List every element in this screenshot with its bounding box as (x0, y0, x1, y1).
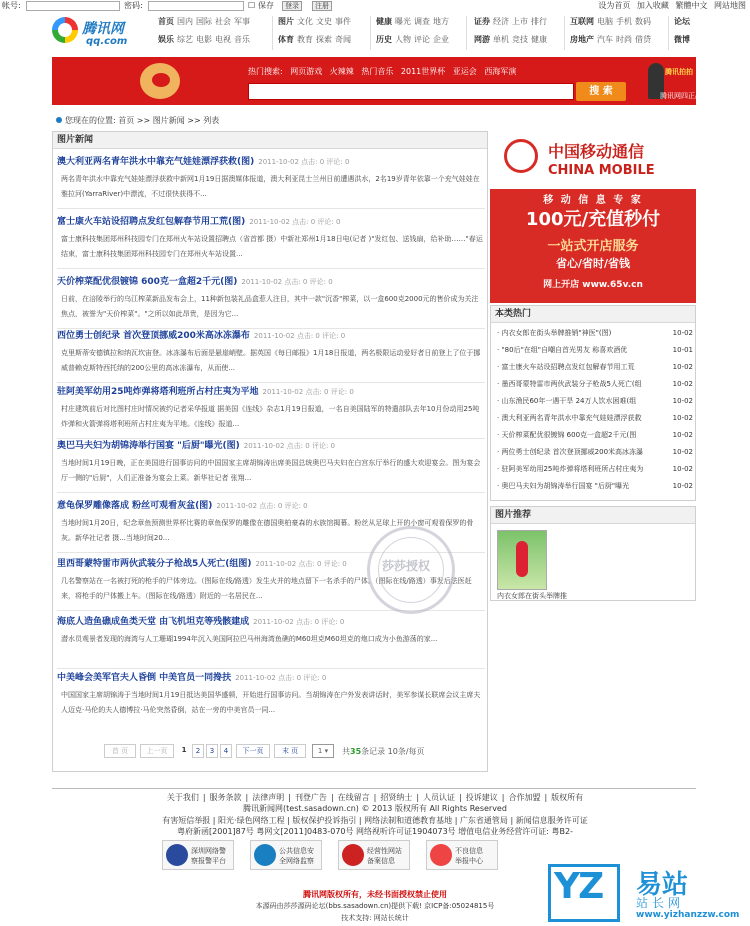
account-label: 帐号: (2, 1, 21, 10)
hot-in-category-panel (490, 305, 696, 501)
item-divider (57, 268, 485, 269)
hot-list-item[interactable]: · 内衣女郎在街头举牌推销"神医"(图) 10-02 (497, 326, 693, 341)
panel-heading: 图片推荐 (491, 507, 695, 524)
news-summary: 村庄建筑前后对比图村庄时情况被约记者采华报道 据美国《连线》杂志1月19日报道，一名自美国陆军的特遣部队去年10月份动用25吨炸弹和火箭弹将塔利班所占村庄夷为平地。《连线》报道... (61, 405, 480, 428)
nav-divider (466, 16, 467, 50)
photo-caption[interactable]: 内衣女郎在街头举牌推 (497, 592, 567, 600)
logo-text: 腾讯网 (82, 21, 124, 37)
nav-link[interactable]: 汽车 (597, 35, 613, 44)
register-button[interactable]: 注册 (312, 1, 332, 11)
news-title-link[interactable]: 里西哥蒙特雷市两伙武装分子枪战5人死亡(组图) 2011-10-02 点击: 0 评论: 0 (57, 559, 347, 569)
save-label: 保存 (258, 1, 274, 10)
news-summary: 潜水员观景者发现的海湾与人工珊瑚1994年沉入美国阿拉巴马州海湾鱼礁的M60坦克M60坦克的炮口成为小鱼游荡的家... (61, 635, 438, 643)
nav-link[interactable]: 教育 (297, 35, 313, 44)
business-record-badge[interactable]: 经营性网站 备案信息 (338, 840, 410, 870)
police-report-badge[interactable]: 深圳网络警 察报警平台 (162, 840, 234, 870)
hot-item-date: 10-02 (671, 445, 693, 460)
nav-link[interactable]: 数码 (635, 17, 651, 26)
bullet-icon (56, 117, 62, 123)
page-number[interactable]: 1 (181, 746, 187, 754)
hot-search-link[interactable]: 热门音乐 (361, 67, 394, 76)
page-number[interactable]: 2 (192, 744, 204, 758)
news-summary: 当地时间1月20日，纪念章鱼预测世界杯比赛的章鱼保罗的雕像在德国奥柏豪森的水族馆揭幕。粉丝从足球上开的小窗可观看保罗的骨灰。新华社记者 摄...当地时间20... (61, 519, 474, 542)
news-item (57, 614, 485, 647)
nav-link[interactable]: 电影 (196, 35, 212, 44)
logo-bubble-icon (52, 17, 78, 43)
ad-url: 网上开店 www.65v.cn (543, 280, 643, 290)
watermark-stamp: 莎莎授权 (367, 526, 455, 614)
footer-link[interactable]: 人员认证 (423, 793, 456, 802)
next-page-button[interactable]: 下一页 (236, 744, 270, 758)
nav-link[interactable]: 电脑 (597, 17, 613, 26)
news-meta: 2011-10-02 点击: 0 评论: 0 (262, 388, 354, 396)
security-badge[interactable]: 公共信息安 全网络监察 (250, 840, 322, 870)
sitemap-link[interactable]: 网站地图 (714, 1, 746, 10)
nav-divider (564, 16, 565, 50)
hot-item-date: 10-02 (671, 360, 693, 375)
page-number[interactable]: 4 (220, 744, 232, 758)
ad-subhead: 一站式开店服务 (547, 239, 639, 254)
nav-group-community (674, 16, 690, 46)
top-login-bar (0, 0, 750, 12)
news-meta: 2011-10-02 点击: 0 评论: 0 (253, 618, 345, 626)
nav-divider (370, 16, 371, 50)
news-title-link[interactable]: 驻阿美军幼用25吨炸弹将塔利班所占村庄夷为平地 2011-10-02 点击: 0 评论: 0 (57, 387, 354, 397)
breadcrumb (56, 115, 219, 126)
nav-divider (272, 16, 273, 50)
nav-link[interactable]: 论坛 (674, 17, 690, 26)
hot-searches-label: 热门搜索: (248, 67, 283, 76)
news-title-link[interactable]: 中美峰会美军官夫人昏倒 中美官员一同搀扶 2011-10-02 点击: 0 评论: 0 (57, 673, 327, 683)
search-banner (52, 57, 709, 105)
breadcrumb-separator: >> (136, 116, 151, 125)
news-summary: 富士康科技集团郑州科技园专门在郑州火车站设置招聘点（省首都 摄）中新社郑州1月18日电(记者 )"发红包、送钱扇，给补助……"春运结束，富士康科技集团郑州科技园专门在郑州火车站设置... (61, 235, 483, 258)
breadcrumb-separator: >> (187, 116, 201, 125)
footer-separator: | (544, 793, 548, 802)
breadcrumb-current: 列表 (203, 116, 220, 125)
news-title-link[interactable]: 海底人造鱼礁成鱼类天堂 由飞机坦克等残骸建成 2011-10-02 点击: 0 评论: 0 (57, 617, 345, 627)
ad-headline: 100元/充值秒付 (525, 209, 661, 230)
nav-link[interactable]: 国际 (196, 17, 212, 26)
nav-link[interactable]: 地方 (433, 17, 449, 26)
first-page-button[interactable]: 首 页 (104, 744, 136, 758)
news-meta: 2011-10-02 点击: 0 评论: 0 (235, 674, 327, 682)
footer-separator: | (459, 793, 462, 802)
nav-link[interactable]: 文化 (297, 17, 313, 26)
news-meta: 2011-10-02 点击: 0 评论: 0 (258, 158, 350, 166)
hot-search-link[interactable]: 2011世界杯 (400, 67, 446, 76)
hot-item-date: 10-02 (671, 428, 693, 443)
item-divider (57, 382, 485, 383)
hot-search-link[interactable]: 西海军演 (484, 67, 517, 76)
nav-link[interactable]: 综艺 (177, 35, 193, 44)
panel-heading: 图片新闻 (53, 132, 487, 149)
item-divider (57, 208, 485, 209)
footer-copyright-line: 腾讯新闻网(test.sasadown.cn) © 2013 版权所有 All Rights Reserved (243, 804, 507, 813)
hot-item-date: 10-02 (671, 394, 693, 409)
hot-list-item[interactable]: · 澳大利亚两名青年洪水中靠充气娃娃漂浮获救 10-02 (497, 411, 693, 426)
china-mobile-ad[interactable] (490, 131, 696, 303)
logo-domain: qq.com (86, 36, 128, 47)
nav-link[interactable]: 评论 (414, 35, 430, 44)
nav-link[interactable]: 调查 (414, 17, 430, 26)
news-item (57, 214, 485, 262)
page-number[interactable]: 3 (206, 744, 218, 758)
footer-separator: | (416, 793, 420, 802)
promo-text: 腾讯网四正品节 (660, 92, 709, 100)
footer-license-numbers: 粤府新函[2001]87号 粤网文[2011]0483-070号 网络视听许可证1904073号 增值电信业务经营许可证: 粤B2- (177, 827, 573, 836)
nav-link[interactable]: 网游 (474, 35, 490, 44)
nav-link[interactable]: 人物 (395, 35, 411, 44)
footer-link[interactable]: 刊登广告 (294, 793, 327, 802)
news-title-link[interactable]: 西位勇士创纪录 首次登顶挪威200米高冰冻瀑布 2011-10-02 点击: 0 评论: 0 (57, 331, 346, 341)
hot-list-item[interactable]: · "80后"在组"自嘲自首光男友 称喜欢酒优 10-01 (497, 343, 693, 358)
news-summary: 日前，在涪陵举行的乌江榨菜新品发布会上，11种新包装礼品盒惹人注目，其中一款"沉香"榨菜，以一盒600克2000元的售价成为关注焦点，被誉为"天价榨菜"。"之所以如此昂贵，是因为它... (61, 295, 479, 318)
item-divider (57, 668, 485, 669)
nav-link[interactable]: 文史 (316, 17, 332, 26)
news-meta: 2011-10-02 点击: 0 评论: 0 (249, 218, 341, 226)
nav-link[interactable]: 竞技 (512, 35, 528, 44)
nav-link[interactable]: 互联网 (570, 17, 594, 26)
nav-link[interactable]: 娱乐 (158, 35, 174, 44)
nav-link[interactable]: 单机 (493, 35, 509, 44)
save-checkbox[interactable]: ☐ (248, 1, 256, 10)
nav-link[interactable]: 上市 (512, 17, 528, 26)
promo-logo: 腾讯拍拍 (665, 68, 693, 76)
nav-link[interactable]: 事件 (335, 17, 351, 26)
news-title-link[interactable]: 奥巴马夫妇为胡锦涛举行国宴 "后厨"曝光(图) 2011-10-02 点击: 0 评论: 0 (57, 441, 335, 451)
footer-link[interactable]: 招贤纳士 (380, 793, 413, 802)
news-meta: 2011-10-02 点击: 0 评论: 0 (241, 278, 333, 286)
emblem-icon (342, 844, 364, 866)
news-summary: 中国国家主席胡锦涛于当地时间1月19日抵达美国华盛顿，开始进行国事访问。当胡锦涛在户外发表讲话时，美军参谋长联席会议主席夫人迈克·马伦的夫人德博拉·马伦突然昏倒，站在一旁的中美官员一同... (61, 691, 481, 714)
breadcrumb-home[interactable]: 首页 (118, 116, 135, 125)
yizhan-watermark: YZ 易站 站长网 www.yizhanzzw.com (540, 860, 750, 926)
footer-separator: | (373, 793, 377, 802)
nav-link[interactable]: 国内 (177, 17, 193, 26)
hot-search-link[interactable]: 火辣辣 (329, 67, 354, 76)
promo-ad[interactable] (648, 61, 709, 101)
nav-divider (668, 16, 669, 50)
main-navigation (158, 14, 748, 54)
nav-link[interactable]: 首页 (158, 17, 174, 26)
news-meta: 2011-10-02 点击: 0 评论: 0 (216, 502, 308, 510)
breadcrumb-label: 您现在的位置: (65, 116, 116, 125)
news-title-link[interactable]: 澳大利亚两名青年洪水中靠充气娃娃漂浮获救(图) 2011-10-02 点击: 0 评论: 0 (57, 157, 350, 167)
hot-item-date: 10-02 (671, 479, 693, 494)
hot-item-date: 10-02 (671, 326, 693, 341)
ad-brand-cn: 中国移动通信 (548, 142, 645, 161)
nav-link[interactable]: 健康 (531, 35, 547, 44)
news-item (57, 384, 485, 432)
news-list-panel (52, 131, 488, 772)
footer-link[interactable]: 服务条款 (209, 793, 242, 802)
report-icon (430, 844, 452, 866)
traditional-chinese-link[interactable]: 繁體中文 (675, 1, 708, 10)
nav-link[interactable]: 社会 (215, 17, 231, 26)
prev-page-button[interactable]: 上一页 (140, 744, 174, 758)
footer-separator: | (330, 793, 334, 802)
news-meta: 2011-10-02 点击: 0 评论: 0 (243, 442, 335, 450)
news-item (57, 438, 485, 486)
news-summary: 几名警察站在一名被打死的枪手的尸体旁边。（图际在线/路透）发生火并的地点留下一名杀手的尸体。（图际在线/路透）事发后法医赶来，将枪手的尸体搬上车。（图际在线/路透）附近的一名居民在... (61, 577, 472, 600)
nav-link[interactable]: 手机 (616, 17, 632, 26)
breadcrumb-category[interactable]: 图片新闻 (152, 116, 185, 125)
copyright-notice: 腾讯网版权所有，未经书面授权禁止使用 (303, 890, 447, 899)
news-title-link[interactable]: 富士康火车站设招聘点发红包解春节用工荒(图) 2011-10-02 点击: 0 评论: 0 (57, 217, 341, 227)
hot-list-item[interactable]: · 山东渔民60年一遇干旱 24万人饮水困难(组 10-02 (497, 394, 693, 409)
stats-link[interactable]: 技术支持: 网站长统计 (341, 914, 409, 922)
hot-search-link[interactable]: 亚运会 (452, 67, 477, 76)
nav-link[interactable]: 体育 (278, 35, 294, 44)
news-title-link[interactable]: 天价榨菜配优很镀锦 600克一盒超2千元(图) 2011-10-02 点击: 0 评论: 0 (57, 277, 333, 287)
ad-tagline: 移 动 信 息 专 家 (543, 195, 643, 206)
news-title-link[interactable]: 意龟保罗雕像落成 粉丝可观看灰盆(图) 2011-10-02 点击: 0 评论: 0 (57, 501, 308, 511)
nav-link[interactable]: 房地产 (570, 35, 594, 44)
nav-group-pictures (278, 16, 351, 46)
footer-link[interactable]: 关于我们 (166, 793, 199, 802)
china-mobile-logo-icon (504, 139, 538, 173)
footer-link[interactable]: 法律声明 (252, 793, 285, 802)
search-button[interactable]: 搜 索 (576, 82, 626, 101)
hot-item-date: 10-02 (671, 377, 693, 392)
news-summary: 克里斯蒂安德镇拉和纳瓦坎宙登。冰冻瀑布后面是悬崖峭壁。据英国《每日邮报》1月18日报道，两名极限运动爱好者日前登上了位于挪威普赖克斯特西托纳的200公里的高冰冻瀑布，从而使... (61, 349, 481, 372)
footer-link[interactable]: 投诉建议 (465, 793, 498, 802)
nav-group-tech (570, 16, 651, 46)
hot-item-date: 10-01 (671, 343, 693, 358)
nav-link[interactable]: 探索 (316, 35, 332, 44)
nav-link[interactable]: 证券 (474, 17, 490, 26)
recommended-pictures-panel (490, 506, 696, 601)
ad-slogan: 省心/省时/省钱 (555, 257, 631, 270)
hot-list-item[interactable]: · 两位勇士创纪录 首次登顶挪威200米高冰冻瀑 10-02 (497, 445, 693, 460)
nav-link[interactable]: 电视 (215, 35, 231, 44)
hot-list-item[interactable]: · 墨西哥蒙特雷市两伙武装分子枪战5人死亡(组 10-02 (497, 377, 693, 392)
news-item (57, 274, 485, 322)
hot-item-date: 10-02 (671, 462, 693, 477)
nav-link[interactable]: 曝光 (395, 17, 411, 26)
item-divider (57, 492, 485, 493)
set-homepage-link[interactable]: 设为首页 (598, 1, 631, 10)
news-meta: 2011-10-02 点击: 0 评论: 0 (253, 332, 346, 340)
recommended-photo[interactable] (497, 530, 547, 590)
footer-link[interactable]: 在线留言 (337, 793, 370, 802)
last-page-button[interactable]: 末 页 (274, 744, 306, 758)
nav-link[interactable]: 奇闻 (335, 35, 351, 44)
footer-license-links[interactable]: 有害短信举报 | 阳光·绿色网络工程 | 版权保护投诉指引 | 网络法制和道德教育基地 | 广东省通管局 | 新闻信息服务许可证 (162, 816, 588, 825)
nav-link[interactable]: 经济 (493, 17, 509, 26)
hot-list-item[interactable]: · 奥巴马夫妇为胡锦涛举行国宴 "后厨"曝光 10-02 (497, 479, 693, 494)
news-item (57, 670, 485, 718)
nav-link[interactable]: 军事 (234, 17, 250, 26)
news-meta: 2011-10-02 点击: 0 评论: 0 (255, 560, 347, 568)
nav-link[interactable]: 排行 (531, 17, 547, 26)
news-summary: 两名青年洪水中靠充气娃娃漂浮获救中新网1月19日据澳媒体报道，澳大利亚昆士兰州日前遭遇洪水，2名19岁青年依靠一个充气娃娃在雅拉河(YarraRiver)中漂流，不过很快获得不... (61, 175, 480, 198)
fish-decoration-icon (140, 63, 180, 99)
footer-links (0, 792, 750, 803)
footer-separator: | (245, 793, 249, 802)
hot-searches (248, 66, 521, 77)
nav-link[interactable]: 时尚 (616, 35, 632, 44)
footer-separator: | (501, 793, 505, 802)
footer-link[interactable]: 版权所有 (551, 793, 584, 802)
password-label: 密码: (124, 1, 143, 10)
report-center-badge[interactable]: 不良信息 举报中心 (426, 840, 498, 870)
hot-search-link[interactable]: 网页游戏 (290, 67, 323, 76)
nav-link[interactable]: 图片 (278, 17, 294, 26)
search-input[interactable] (248, 83, 574, 100)
record-count: 共35条记录 10条/每页 (342, 747, 425, 756)
footer-link[interactable]: 合作加盟 (508, 793, 541, 802)
nav-link[interactable]: 企业 (433, 35, 449, 44)
nav-link[interactable]: 借贷 (635, 35, 651, 44)
top-links (594, 0, 746, 12)
police-icon (166, 844, 188, 866)
nav-link[interactable]: 微博 (674, 35, 690, 44)
hot-item-date: 10-02 (671, 411, 693, 426)
nav-link[interactable]: 历史 (376, 35, 392, 44)
news-summary: 当地时间1月19日晚，正在美国进行国事访问的中国国家主席胡锦涛出席美国总统奥巴马夫妇在白宫东厅举行的盛大欢迎宴会。图为宴会厅一侧的"后厨"，人们正准备为宴会上菜。新华社记者 张翔... (61, 459, 481, 482)
news-item (57, 328, 485, 376)
nav-group-news (158, 16, 250, 46)
site-logo[interactable] (52, 14, 144, 50)
login-button[interactable]: 登录 (282, 1, 302, 11)
shield-icon (254, 844, 276, 866)
hot-list-item[interactable]: · 富士康火车站设招聘点发红包解春节用工荒 10-02 (497, 360, 693, 375)
nav-link[interactable]: 健康 (376, 17, 392, 26)
ad-brand-en: CHINA MOBILE (548, 163, 655, 178)
footer-divider (52, 788, 696, 789)
password-input[interactable] (148, 1, 244, 11)
footer-separator: | (288, 793, 291, 802)
news-item (57, 154, 485, 202)
hot-list-item[interactable]: · 天价榨菜配优很镀锦 600克一盒超2千元(图 10-02 (497, 428, 693, 443)
add-favorite-link[interactable]: 加入收藏 (636, 1, 669, 10)
panel-heading: 本类热门 (491, 306, 695, 323)
nav-group-finance (474, 16, 547, 46)
nav-group-history (376, 16, 449, 46)
source-notice: 本源码由莎莎源码论坛(bbs.sasadown.cn)提供下载! 京ICP备:05024815号 (255, 902, 495, 910)
footer-separator: | (202, 793, 206, 802)
page-select[interactable]: 1 ▾ (312, 744, 334, 758)
hot-list-item[interactable]: · 驻阿美军幼用25吨炸弹将塔利班所占村庄夷为 10-02 (497, 462, 693, 477)
account-input[interactable] (26, 1, 120, 11)
nav-link[interactable]: 音乐 (234, 35, 250, 44)
